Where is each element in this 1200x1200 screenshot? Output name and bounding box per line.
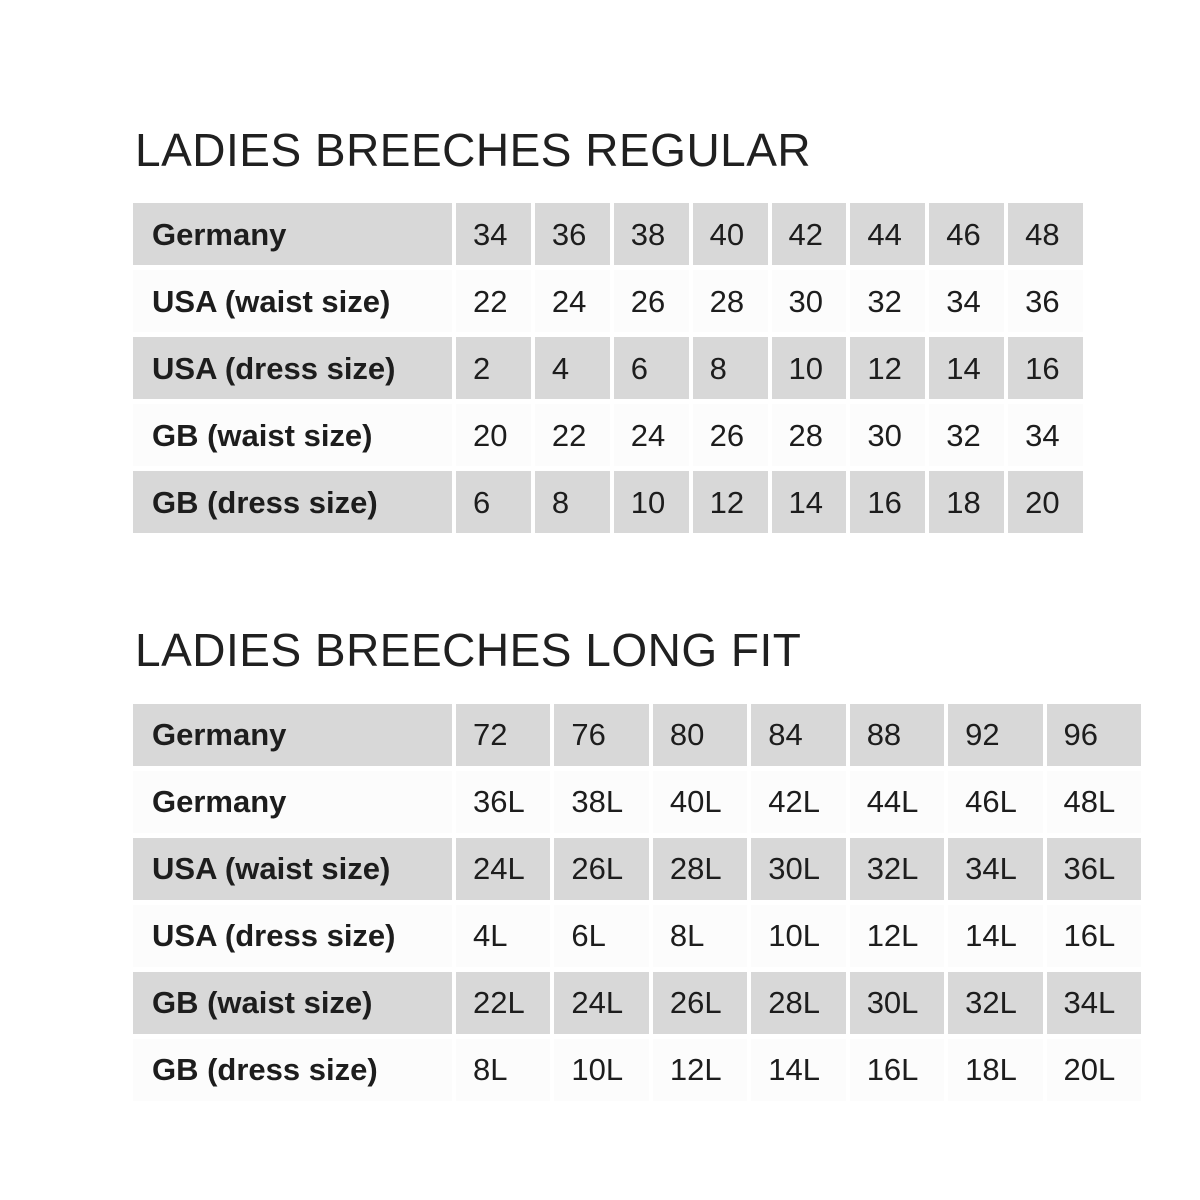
size-value-cell: 34 (456, 203, 531, 265)
size-value-cell: 76 (554, 704, 648, 766)
row-label: GB (dress size) (133, 1039, 452, 1101)
size-value-cell: 18L (948, 1039, 1042, 1101)
size-value-cell: 84 (751, 704, 845, 766)
row-label: USA (waist size) (133, 270, 452, 332)
section-title-long-fit: LADIES BREECHES LONG FIT (135, 624, 802, 677)
table-row (133, 838, 1141, 900)
row-label: USA (waist size) (133, 838, 452, 900)
size-value-cell: 44 (850, 203, 925, 265)
size-value-cell: 22 (456, 270, 531, 332)
size-value-cell: 36 (535, 203, 610, 265)
row-label: GB (waist size) (133, 404, 452, 466)
size-value-cell: 36L (456, 771, 550, 833)
row-label: GB (dress size) (133, 471, 452, 533)
size-value-cell: 48L (1047, 771, 1141, 833)
size-value-cell: 32 (929, 404, 1004, 466)
section-title-regular: LADIES BREECHES REGULAR (135, 124, 812, 176)
size-value-cell: 36 (1008, 270, 1083, 332)
size-value-cell: 12L (653, 1039, 747, 1101)
size-value-cell: 20L (1047, 1039, 1141, 1101)
size-value-cell: 14 (929, 337, 1004, 399)
size-value-cell: 32L (850, 838, 944, 900)
size-value-cell: 36L (1047, 838, 1141, 900)
size-value-cell: 30L (850, 972, 944, 1034)
size-value-cell: 6 (456, 471, 531, 533)
size-value-cell: 20 (1008, 471, 1083, 533)
size-value-cell: 34 (1008, 404, 1083, 466)
size-value-cell: 32L (948, 972, 1042, 1034)
table-row (133, 270, 1083, 332)
size-value-cell: 22L (456, 972, 550, 1034)
size-value-cell: 16L (1047, 905, 1141, 967)
size-value-cell: 28L (653, 838, 747, 900)
size-value-cell: 24 (614, 404, 689, 466)
size-value-cell: 10L (751, 905, 845, 967)
size-value-cell: 6 (614, 337, 689, 399)
size-value-cell: 26 (614, 270, 689, 332)
size-value-cell: 4 (535, 337, 610, 399)
size-value-cell: 2 (456, 337, 531, 399)
size-value-cell: 34L (1047, 972, 1141, 1034)
size-value-cell: 80 (653, 704, 747, 766)
size-value-cell: 34 (929, 270, 1004, 332)
size-value-cell: 30 (772, 270, 847, 332)
size-value-cell: 92 (948, 704, 1042, 766)
size-value-cell: 10 (772, 337, 847, 399)
section-ladies-breeches-long-fit (133, 626, 1170, 1105)
table-row (133, 771, 1141, 833)
size-value-cell: 8L (456, 1039, 550, 1101)
size-value-cell: 14L (948, 905, 1042, 967)
table-row (133, 337, 1083, 399)
size-value-cell: 42L (751, 771, 845, 833)
size-value-cell: 26L (554, 838, 648, 900)
size-value-cell: 28 (693, 270, 768, 332)
size-value-cell: 16 (1008, 337, 1083, 399)
size-value-cell: 34L (948, 838, 1042, 900)
size-value-cell: 22 (535, 404, 610, 466)
size-value-cell: 44L (850, 771, 944, 833)
size-value-cell: 4L (456, 905, 550, 967)
size-value-cell: 20 (456, 404, 531, 466)
size-value-cell: 88 (850, 704, 944, 766)
size-value-cell: 24 (535, 270, 610, 332)
size-value-cell: 16 (850, 471, 925, 533)
size-value-cell: 40L (653, 771, 747, 833)
table-row (133, 905, 1141, 967)
size-value-cell: 14 (772, 471, 847, 533)
size-value-cell: 10L (554, 1039, 648, 1101)
size-value-cell: 12 (693, 471, 768, 533)
size-value-cell: 8L (653, 905, 747, 967)
size-value-cell: 26 (693, 404, 768, 466)
size-value-cell: 14L (751, 1039, 845, 1101)
table-row (133, 704, 1141, 766)
row-label: GB (waist size) (133, 972, 452, 1034)
size-value-cell: 8 (535, 471, 610, 533)
row-label: Germany (133, 704, 452, 766)
row-label: Germany (133, 771, 452, 833)
table-row (133, 404, 1083, 466)
size-value-cell: 28 (772, 404, 847, 466)
size-value-cell: 8 (693, 337, 768, 399)
size-value-cell: 38L (554, 771, 648, 833)
table-row (133, 203, 1083, 265)
size-value-cell: 16L (850, 1039, 944, 1101)
size-value-cell: 42 (772, 203, 847, 265)
size-value-cell: 12 (850, 337, 925, 399)
row-label: USA (dress size) (133, 905, 452, 967)
size-value-cell: 38 (614, 203, 689, 265)
size-table-long-fit (129, 699, 1145, 1106)
size-value-cell: 18 (929, 471, 1004, 533)
section-ladies-breeches-regular (133, 126, 1170, 538)
size-value-cell: 24L (554, 972, 648, 1034)
size-value-cell: 30 (850, 404, 925, 466)
table-row (133, 471, 1083, 533)
size-value-cell: 48 (1008, 203, 1083, 265)
size-value-cell: 10 (614, 471, 689, 533)
size-value-cell: 30L (751, 838, 845, 900)
row-label: Germany (133, 203, 452, 265)
size-value-cell: 28L (751, 972, 845, 1034)
size-value-cell: 46L (948, 771, 1042, 833)
table-row (133, 1039, 1141, 1101)
size-table-regular (129, 198, 1087, 538)
size-value-cell: 46 (929, 203, 1004, 265)
size-value-cell: 40 (693, 203, 768, 265)
size-value-cell: 24L (456, 838, 550, 900)
table-row (133, 972, 1141, 1034)
size-value-cell: 72 (456, 704, 550, 766)
size-value-cell: 12L (850, 905, 944, 967)
row-label: USA (dress size) (133, 337, 452, 399)
size-value-cell: 32 (850, 270, 925, 332)
size-value-cell: 26L (653, 972, 747, 1034)
size-value-cell: 96 (1047, 704, 1141, 766)
size-value-cell: 6L (554, 905, 648, 967)
